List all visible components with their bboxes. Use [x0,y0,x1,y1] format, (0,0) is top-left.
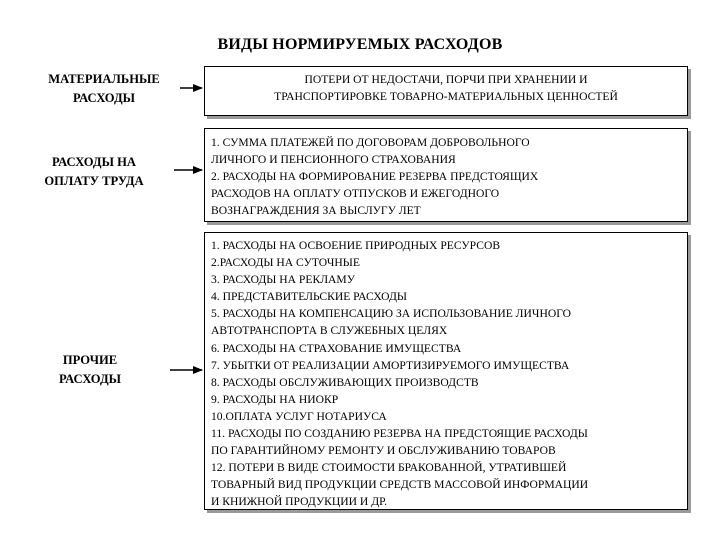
box-line: 10.ОПЛАТА УСЛУГ НОТАРИУСА [211,409,387,423]
category-label-line: ПРОЧИЕ [62,353,118,367]
box-line: ПОТЕРИ ОТ НЕДОСТАЧИ, ПОРЧИ ПРИ ХРАНЕНИИ И [304,73,588,86]
box-line: ТОВАРНЫЙ ВИД ПРОДУКЦИИ СРЕДСТВ МАССОВОЙ ИНФОРМАЦИИ [211,478,589,492]
box-line: 2.РАСХОДЫ НА СУТОЧНЫЕ [211,256,360,270]
box-line: РАСХОДОВ НА ОПЛАТУ ОТПУСКОВ И ЕЖЕГОДНОГО [211,187,500,201]
box-line: 4. ПРЕДСТАВИТЕЛЬСКИЕ РАСХОДЫ [211,290,407,304]
box-line: 6. РАСХОДЫ НА СТРАХОВАНИЕ ИМУЩЕСТВА [211,341,462,355]
box-line: 12. ПОТЕРИ В ВИДЕ СТОИМОСТИ БРАКОВАННОЙ, УТРАТИВШЕЙ [211,461,567,475]
category-labor-label [14,153,174,191]
box-line: АВТОТРАНСПОРТА В СЛУЖЕБНЫХ ЦЕЛЯХ [211,324,448,338]
box-line: 3. РАСХОДЫ НА РЕКЛАМУ [211,273,355,287]
box-line: 7. УБЫТКИ ОТ РЕАЛИЗАЦИИ АМОРТИЗИРУЕМОГО ИМУЩЕСТВА [211,358,570,372]
box-line: ПО ГАРАНТИЙНОМУ РЕМОНТУ И ОБСЛУЖИВАНИЮ ТОВАРОВ [211,444,556,458]
box-line: 2. РАСХОДЫ НА ФОРМИРОВАНИЕ РЕЗЕРВА ПРЕДСТОЯЩИХ [211,170,539,184]
box-line: 9. РАСХОДЫ НА НИОКР [211,392,339,406]
material-expenses-box [204,66,688,116]
category-label-line: РАСХОДЫ [59,372,121,386]
category-label-line: РАСХОДЫ НА [51,155,136,169]
box-line: 11. РАСХОДЫ ПО СОЗДАНИЮ РЕЗЕРВА НА ПРЕДСТОЯЩИЕ РАСХОДЫ [211,427,588,441]
diagram-title: ВИДЫ НОРМИРУЕМЫХ РАСХОДОВ [217,36,503,53]
box-line: 1. СУММА ПЛАТЕЖЕЙ ПО ДОГОВОРАМ ДОБРОВОЛЬНОГО [211,136,530,149]
category-label-line: РАСХОДЫ [73,91,135,105]
box-line: ТРАНСПОРТИРОВКЕ ТОВАРНО-МАТЕРИАЛЬНЫХ ЦЕННОСТЕЙ [274,90,618,104]
box-line: 5. РАСХОДЫ НА КОМПЕНСАЦИЮ ЗА ИСПОЛЬЗОВАНИЕ ЛИЧНОГО [211,307,571,321]
box-line: ВОЗНАГРАЖДЕНИЯ ЗА ВЫСЛУГУ ЛЕТ [211,204,421,218]
labor-expenses-box [204,128,688,222]
box-line: 8. РАСХОДЫ ОБСЛУЖИВАЮЩИХ ПРОИЗВОДСТВ [211,375,479,389]
box-line: ЛИЧНОГО И ПЕНСИОННОГО СТРАХОВАНИЯ [211,153,456,167]
category-other-label [10,351,170,389]
box-line: И КНИЖНОЙ ПРОДУКЦИИ И ДР. [211,495,387,509]
category-label-line: ОПЛАТУ ТРУДА [44,174,144,188]
category-material-label [24,70,184,108]
category-label-line: МАТЕРИАЛЬНЫЕ [48,72,160,86]
box-line: 1. РАСХОДЫ НА ОСВОЕНИЕ ПРИРОДНЫХ РЕСУРСОВ [211,239,501,252]
other-expenses-box [204,232,688,510]
